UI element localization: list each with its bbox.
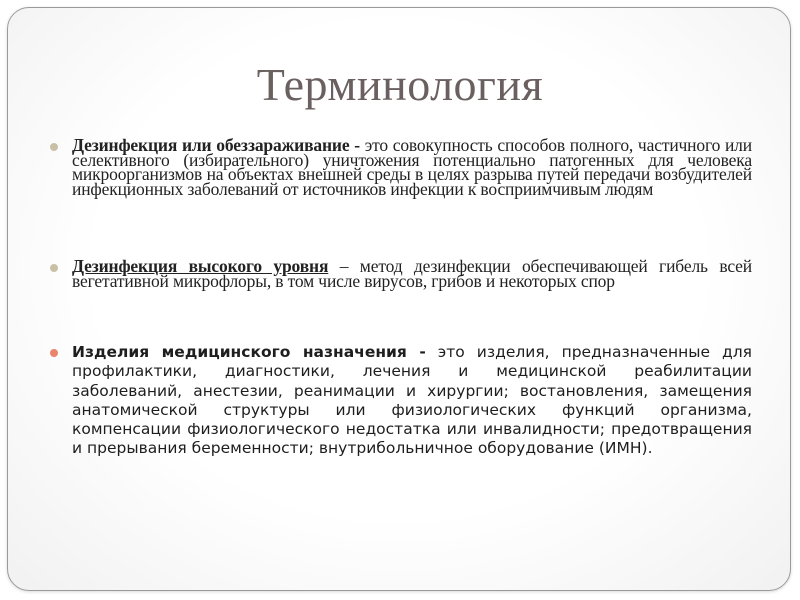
bullet-icon	[50, 143, 58, 151]
term-label: Изделия медицинского назначения -	[72, 343, 426, 361]
definition-text: это совокупность способов полного, частичного или селективного (избирательного) уничтожения потенциально патогенных для человека микроорганизмов на объектах внешней среды в целях разрыва путей передачи возбудителей инфекционных заболеваний от источников инфекции к восприимчивым людям	[72, 135, 752, 199]
definition-item-high-level-disinfection	[72, 256, 752, 291]
definition-item-disinfection	[72, 135, 752, 199]
definition-item-medical-devices	[72, 343, 752, 459]
definition-text: это изделия, предназначенные для профилактики, диагностики, лечения и медицинской реабилитации заболеваний, анестезии, реанимации и хирургии; востановления, замещения анатомической структуры или физиологических функций организма, компенсации физиологического недостатка или инвалидности; предотвращения и прерывания беременности; внутрибольничное оборудование (ИМН).	[72, 343, 752, 458]
term-label: Дезинфекция или обеззараживание -	[72, 135, 360, 155]
bullet-icon	[50, 264, 58, 272]
bullet-icon	[50, 349, 58, 357]
slide-title: Терминология	[256, 59, 544, 110]
term-label: Дезинфекция высокого уровня	[72, 256, 329, 276]
definition-text: – метод дезинфекции обеспечивающей гибель всей вегетативной микрофлоры, в том числе вирусов, грибов и некоторых спор	[72, 256, 752, 291]
